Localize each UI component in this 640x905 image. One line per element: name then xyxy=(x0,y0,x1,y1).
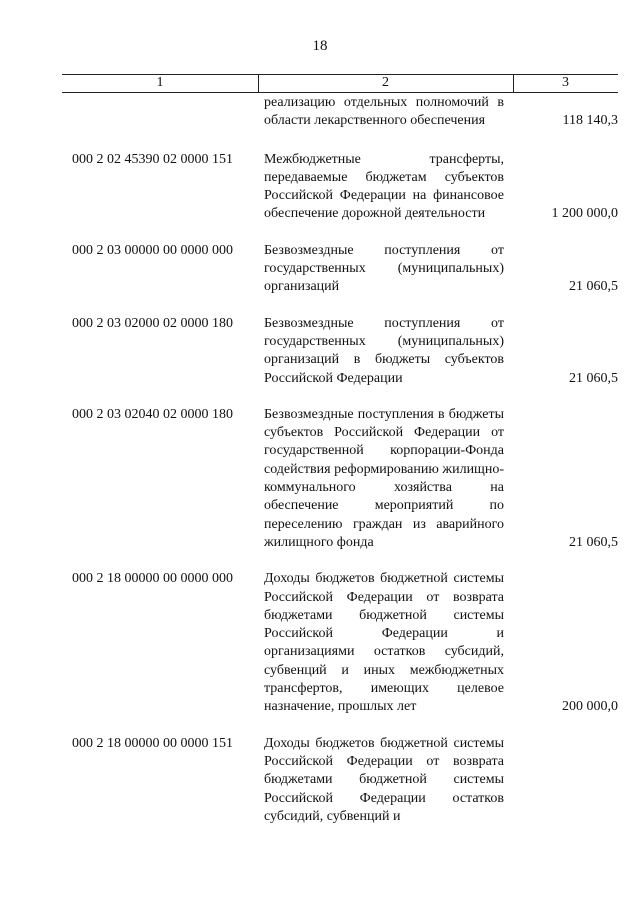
row-amount: 21 060,5 xyxy=(569,279,618,295)
table-row xyxy=(62,315,618,388)
row-amount: 118 140,3 xyxy=(562,113,618,129)
row-description: Безвозмездные поступления в бюджеты субъектов Российской Федерации от государственной корпорации-Фонда содействия реформированию жилищно-коммунального хозяйства на обеспечение мероприятий по переселению граждан из аварийного жилищного фонда xyxy=(264,406,504,550)
row-description: Безвозмездные поступления от государственных (муниципальных) организаций xyxy=(264,242,504,295)
row-code xyxy=(62,94,258,131)
table-row xyxy=(62,151,618,224)
row-description: Доходы бюджетов бюджетной системы Российской Федерации от возврата бюджетами бюджетной системы Российской Федерации остатков субсидий, субвенций и xyxy=(264,735,504,824)
row-code: 000 2 03 02000 02 0000 180 xyxy=(72,315,233,331)
row-description: Безвозмездные поступления от государственных (муниципальных) организаций в бюджеты субъектов Российской Федерации xyxy=(264,315,504,386)
row-code: 000 2 18 00000 00 0000 000 xyxy=(72,571,233,587)
page-number: 18 xyxy=(312,38,328,54)
row-amount: 21 060,5 xyxy=(569,534,618,550)
table-row xyxy=(62,570,618,716)
row-code: 000 2 18 00000 00 0000 151 xyxy=(72,735,233,751)
row-amount: 1 200 000,0 xyxy=(551,206,618,222)
header-col-1: 1 xyxy=(156,75,164,90)
table-body xyxy=(62,94,618,844)
row-code: 000 2 03 00000 00 0000 000 xyxy=(72,242,233,258)
table-header-bottom-rule xyxy=(62,92,618,93)
row-code: 000 2 02 45390 02 0000 151 xyxy=(72,151,233,167)
header-col-3: 3 xyxy=(562,75,569,90)
row-description: Доходы бюджетов бюджетной системы Российской Федерации от возврата бюджетами бюджетной системы Российской Федерации и организациями остатков субсидий, субвенций и иных межбюджетных трансфертов, имеющих целевое назначение, прошлых лет xyxy=(264,571,504,715)
row-amount: 200 000,0 xyxy=(562,699,618,715)
header-col-2: 2 xyxy=(382,75,389,90)
table-row xyxy=(62,406,618,552)
table-row xyxy=(62,735,618,826)
table-row xyxy=(62,94,618,131)
row-code: 000 2 03 02040 02 0000 180 xyxy=(72,406,233,422)
table-row xyxy=(62,242,618,297)
row-description: реализацию отдельных полномочий в области лекарственного обеспечения xyxy=(264,95,504,129)
row-amount: 21 060,5 xyxy=(569,370,618,386)
row-description: Межбюджетные трансферты, передаваемые бюджетам субъектов Российской Федерации на финансовое обеспечение дорожной деятельности xyxy=(264,151,504,222)
